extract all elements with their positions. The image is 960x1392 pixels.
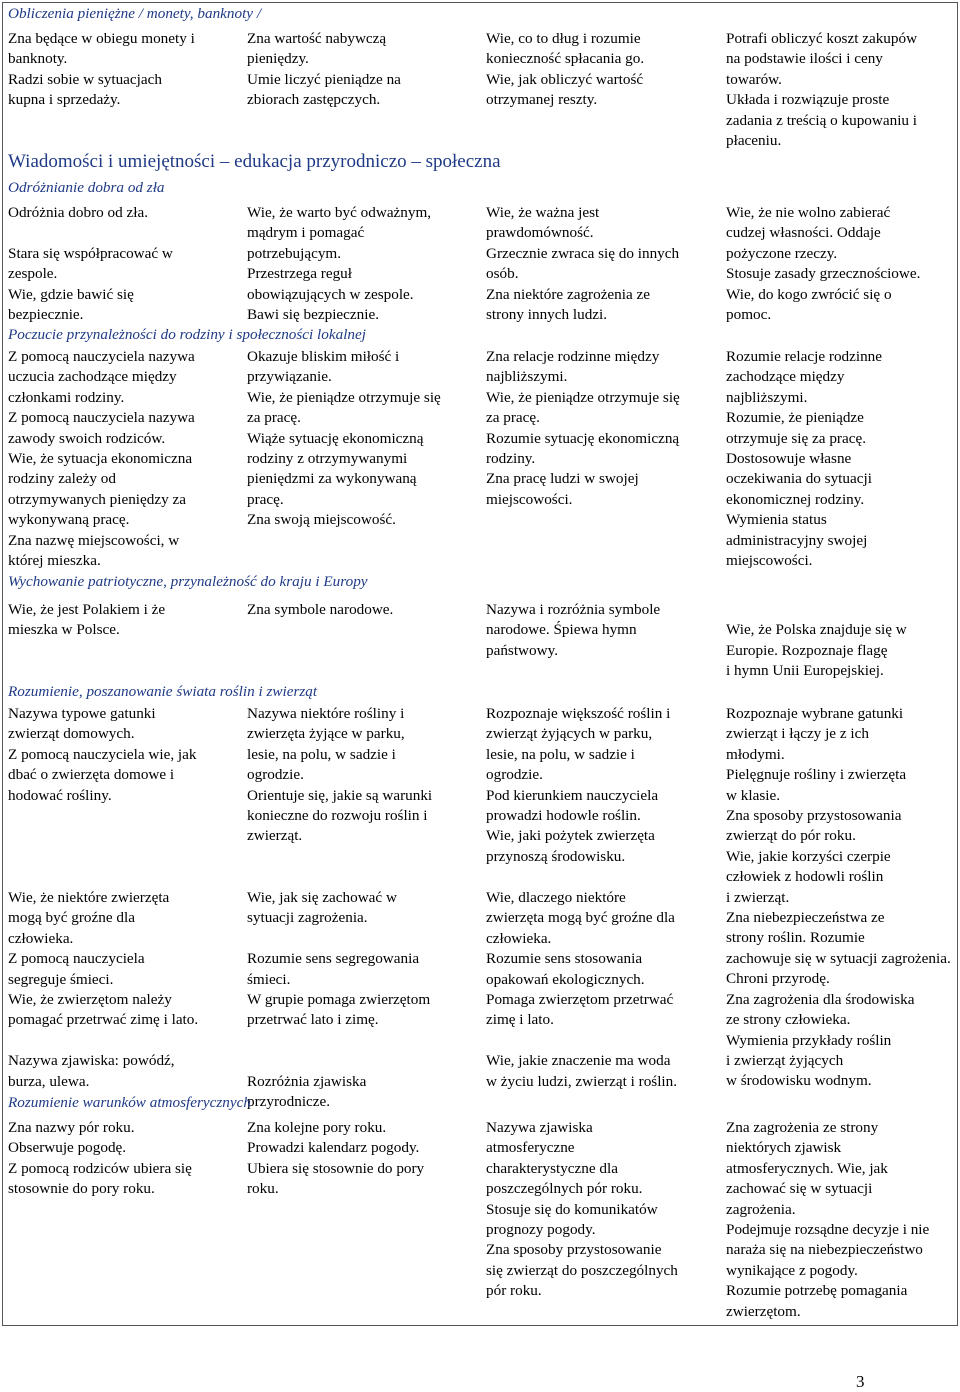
table-cell: Odróżnia dobro od zła. Stara się współpracować w zespole. Wie, gdzie bawić się bezpiecznie. xyxy=(8,204,173,324)
section-heading: Poczucie przynależności do rodziny i społeczności lokalnej xyxy=(8,326,366,343)
table-cell: Wie, że nie wolno zabierać cudzej własności. Oddaje pożyczone rzeczy. Stosuje zasady grzecznościowe. Wie, do kogo zwrócić się o pomoc. xyxy=(726,204,921,324)
table-cell: Wie, dlaczego niektóre zwierzęta mogą być groźne dla człowieka. Rozumie sens stosowania opakowań ekologicznych. Pomaga zwierzętom przetrwać zimę i lato. Wie, jakie znaczenie ma woda w życiu ludzi, zwierząt i roślin. xyxy=(486,889,678,1090)
section-heading: Rozumienie, poszanowanie świata roślin i zwierząt xyxy=(8,683,318,700)
table-cell: Wie, że niektóre zwierzęta mogą być groźne dla człowieka. Z pomocą nauczyciela segreguje śmieci. Wie, że zwierzętom należy pomagać przetrwać zimę i lato. Nazywa zjawiska: powódź, burza, ulewa. xyxy=(8,889,199,1090)
table-cell: Okazuje bliskim miłość i przywiązanie. Wie, że pieniądze otrzymuje się za pracę. Wiąże sytuację ekonomiczną rodziny z otrzymywanymi pieniędzmi za wykonywaną pracę. Zna swoją miejscowość. xyxy=(247,348,441,529)
table-cell: Zna wartość nabywczą pieniędzy. Umie liczyć pieniądze na zbiorach zastępczych. xyxy=(247,30,401,109)
table-cell: Zna będące w obiegu monety i banknoty. Radzi sobie w sytuacjach kupna i sprzedaży. xyxy=(8,30,195,109)
section-heading: Rozumienie warunków atmosferycznych xyxy=(8,1094,251,1111)
section-heading: Wychowanie patriotyczne, przynależność do kraju i Europy xyxy=(8,573,368,590)
section-heading: Obliczenia pieniężne / monety, banknoty / xyxy=(8,5,262,22)
table-cell: Wie, że ważna jest prawdomówność. Grzecznie zwraca się do innych osób. Zna niektóre zagrożenia ze strony innych ludzi. xyxy=(486,204,680,324)
section-heading: Wiadomości i umiejętności – edukacja przyrodniczo – społeczna xyxy=(8,151,501,172)
section-heading: Odróżnianie dobra od zła xyxy=(8,179,165,196)
table-cell: Nazywa typowe gatunki zwierząt domowych. Z pomocą nauczyciela wie, jak dbać o zwierzęta domowe i hodować rośliny. xyxy=(8,705,197,804)
table-cell: Zna kolejne pory roku. Prowadzi kalendarz pogody. Ubiera się stosownie do pory roku. xyxy=(247,1119,425,1198)
table-cell: Zna relacje rodzinne między najbliższymi. Wie, że pieniądze otrzymuje się za pracę. Rozumie sytuację ekonomiczną rodziny. Zna pracę ludzi w swojej miejscowości. xyxy=(486,348,680,508)
table-cell: Rozpoznaje wybrane gatunki zwierząt i łączy je z ich młodymi. Pielęgnuje rośliny i zwierzęta w klasie. Zna sposoby przystosowania zwierząt do pór roku. Wie, jakie korzyści czerpie człowiek z hodowli roślin i zwierząt. Zna niebezpieczeństwa ze strony roślin. Rozumie zachowuje się w sytuacji zagrożenia. Chroni przyrodę. Zna zagrożenia dla środowiska ze strony człowieka. Wymienia przykłady roślin i zwierząt żyjących w środowisku wodnym. xyxy=(726,705,951,1090)
table-cell: Nazywa niektóre rośliny i zwierzęta żyjące w parku, lesie, na polu, w sadzie i ogrodzie. Orientuje się, jakie są warunki konieczne do rozwoju roślin i zwierząt. xyxy=(247,705,433,845)
table-cell: Rozpoznaje większość roślin i zwierząt żyjących w parku, lesie, na polu, w sadzie i ogrodzie. Pod kierunkiem nauczyciela prowadzi hodowle roślin. Wie, jaki pożytek zwierzęta przynoszą środowisku. xyxy=(486,705,671,865)
table-cell: Nazywa i rozróżnia symbole narodowe. Śpiewa hymn państwowy. xyxy=(486,601,661,659)
table-cell: Wie, co to dług i rozumie konieczność spłacania go. Wie, jak obliczyć wartość otrzymanej reszty. xyxy=(486,30,645,109)
table-cell: Wie, że jest Polakiem i że mieszka w Polsce. xyxy=(8,601,166,639)
table-cell: Wie, że warto być odważnym, mądrym i pomagać potrzebującym. Przestrzega reguł obowiązujących w zespole. Bawi się bezpiecznie. xyxy=(247,204,432,324)
table-cell: Nazywa zjawiska atmosferyczne charakterystyczne dla poszczególnych pór roku. Stosuje się do komunikatów prognozy pogody. Zna sposoby przystosowanie się zwierząt do poszczególnych pór roku. xyxy=(486,1119,678,1300)
page-number: 3 xyxy=(856,1372,865,1391)
table-cell: Potrafi obliczyć koszt zakupów na podstawie ilości i ceny towarów. Układa i rozwiązuje proste zadania z treścią o kupowaniu i płaceniu. xyxy=(726,30,918,150)
table-cell: Zna zagrożenia ze strony niektórych zjawisk atmosferycznych. Wie, jak zachować się w sytuacji zagrożenia. Podejmuje rozsądne decyzje i nie naraża się na niebezpieczeństwo wynikające z pogody. Rozumie potrzebę pomagania zwierzętom. xyxy=(726,1119,930,1320)
table-cell: Wie, jak się zachować w sytuacji zagrożenia. Rozumie sens segregowania śmieci. W grupie pomaga zwierzętom przetrwać lato i zimę. Rozróżnia zjawiska przyrodnicze. xyxy=(247,889,431,1111)
table-cell: Rozumie relacje rodzinne zachodzące między najbliższymi. Rozumie, że pieniądze otrzymuje się za pracę. Dostosowuje własne oczekiwania do sytuacji ekonomicznej rodziny. Wymienia status administracyjny swojej miejscowości. xyxy=(726,348,883,570)
table-cell: Z pomocą nauczyciela nazywa uczucia zachodzące między członkami rodziny. Z pomocą nauczyciela nazywa zawody swoich rodziców. Wie, że sytuacja ekonomiczna rodziny zależy od otrzymywanych pieniędzy za wykonywaną pracę. Zna nazwę miejscowości, w której mieszka. xyxy=(8,348,195,570)
table-cell: Zna nazwy pór roku. Obserwuje pogodę. Z pomocą rodziców ubiera się stosownie do pory roku. xyxy=(8,1119,192,1198)
table-cell: Zna symbole narodowe. xyxy=(247,601,394,618)
table-cell: Wie, że Polska znajduje się w Europie. Rozpoznaje flagę i hymn Unii Europejskiej. xyxy=(726,621,907,680)
